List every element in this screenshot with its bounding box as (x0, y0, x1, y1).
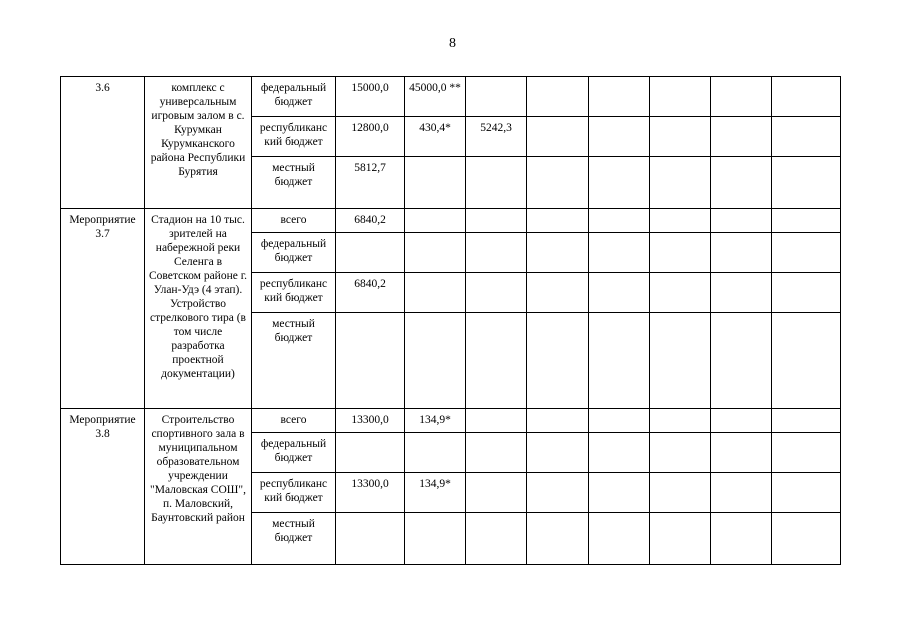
empty-cell (711, 409, 772, 433)
empty-cell (650, 117, 711, 157)
page-number: 8 (449, 36, 456, 51)
amount-cell (466, 273, 527, 313)
empty-cell (650, 157, 711, 209)
empty-cell (589, 273, 650, 313)
empty-cell (711, 209, 772, 233)
amount-cell (466, 313, 527, 409)
amount-cell: 13300,0 (336, 409, 405, 433)
measure-name: Строительство спортивного зала в муниципальном образовательном учреждении "Маловская СОШ", п. Маловский, Баунтовский район (145, 409, 252, 565)
amount-cell: 12800,0 (336, 117, 405, 157)
funding-source: республиканс кий бюджет (252, 273, 336, 313)
empty-cell (772, 273, 841, 313)
empty-cell (527, 117, 589, 157)
empty-cell (589, 313, 650, 409)
empty-cell (711, 233, 772, 273)
empty-cell (589, 233, 650, 273)
amount-cell: 430,4* (405, 117, 466, 157)
empty-cell (711, 157, 772, 209)
empty-cell (527, 157, 589, 209)
table-row (61, 209, 841, 233)
empty-cell (589, 157, 650, 209)
empty-cell (527, 473, 589, 513)
funding-source: республиканс кий бюджет (252, 473, 336, 513)
empty-cell (772, 433, 841, 473)
empty-cell (527, 209, 589, 233)
amount-cell (405, 513, 466, 565)
empty-cell (527, 233, 589, 273)
empty-cell (772, 77, 841, 117)
empty-cell (711, 77, 772, 117)
amount-cell (466, 209, 527, 233)
empty-cell (772, 513, 841, 565)
amount-cell: 134,9* (405, 409, 466, 433)
empty-cell (711, 513, 772, 565)
amount-cell (405, 433, 466, 473)
empty-cell (772, 233, 841, 273)
amount-cell (405, 209, 466, 233)
empty-cell (650, 409, 711, 433)
funding-source: местный бюджет (252, 513, 336, 565)
empty-cell (589, 117, 650, 157)
amount-cell (466, 433, 527, 473)
amount-cell (466, 409, 527, 433)
amount-cell (336, 433, 405, 473)
empty-cell (711, 273, 772, 313)
empty-cell (527, 273, 589, 313)
amount-cell: 45000,0 ** (405, 77, 466, 117)
amount-cell (336, 233, 405, 273)
funding-source: всего (252, 409, 336, 433)
empty-cell (772, 313, 841, 409)
measure-id: Мероприятие 3.8 (61, 409, 145, 565)
empty-cell (589, 77, 650, 117)
empty-cell (772, 157, 841, 209)
funding-source: федеральный бюджет (252, 233, 336, 273)
empty-cell (650, 273, 711, 313)
empty-cell (527, 409, 589, 433)
amount-cell (405, 273, 466, 313)
empty-cell (772, 209, 841, 233)
empty-cell (772, 117, 841, 157)
empty-cell (589, 209, 650, 233)
amount-cell (466, 157, 527, 209)
amount-cell: 13300,0 (336, 473, 405, 513)
empty-cell (650, 209, 711, 233)
funding-source: местный бюджет (252, 313, 336, 409)
measure-id: Мероприятие 3.7 (61, 209, 145, 409)
empty-cell (650, 513, 711, 565)
table-row (61, 77, 841, 117)
amount-cell (405, 157, 466, 209)
empty-cell (650, 77, 711, 117)
table-row (61, 409, 841, 433)
amount-cell: 6840,2 (336, 273, 405, 313)
amount-cell: 134,9* (405, 473, 466, 513)
empty-cell (650, 233, 711, 273)
empty-cell (772, 409, 841, 433)
measure-name: Стадион на 10 тыс. зрителей на набережной реки Селенга в Советском районе г. Улан-Удэ (4 этап). Устройство стрелкового тира (в том числе разработка проектной документации) (145, 209, 252, 409)
empty-cell (650, 313, 711, 409)
amount-cell (405, 233, 466, 273)
amount-cell (466, 513, 527, 565)
budget-table (60, 76, 841, 565)
funding-source: всего (252, 209, 336, 233)
amount-cell: 5812,7 (336, 157, 405, 209)
empty-cell (527, 313, 589, 409)
empty-cell (527, 77, 589, 117)
funding-source: федеральный бюджет (252, 77, 336, 117)
funding-source: республиканс кий бюджет (252, 117, 336, 157)
empty-cell (589, 433, 650, 473)
amount-cell (336, 313, 405, 409)
amount-cell: 5242,3 (466, 117, 527, 157)
empty-cell (527, 513, 589, 565)
empty-cell (527, 433, 589, 473)
empty-cell (711, 117, 772, 157)
empty-cell (589, 473, 650, 513)
empty-cell (711, 313, 772, 409)
measure-id: 3.6 (61, 77, 145, 209)
amount-cell (466, 77, 527, 117)
amount-cell (336, 513, 405, 565)
funding-source: федеральный бюджет (252, 433, 336, 473)
amount-cell: 15000,0 (336, 77, 405, 117)
amount-cell (405, 313, 466, 409)
empty-cell (589, 409, 650, 433)
funding-source: местный бюджет (252, 157, 336, 209)
empty-cell (711, 433, 772, 473)
amount-cell: 6840,2 (336, 209, 405, 233)
empty-cell (650, 433, 711, 473)
empty-cell (711, 473, 772, 513)
empty-cell (772, 473, 841, 513)
empty-cell (589, 513, 650, 565)
amount-cell (466, 233, 527, 273)
measure-name: комплекс с универсальным игровым залом в с. Курумкан Курумканского района Республики Бурятия (145, 77, 252, 209)
amount-cell (466, 473, 527, 513)
empty-cell (650, 473, 711, 513)
